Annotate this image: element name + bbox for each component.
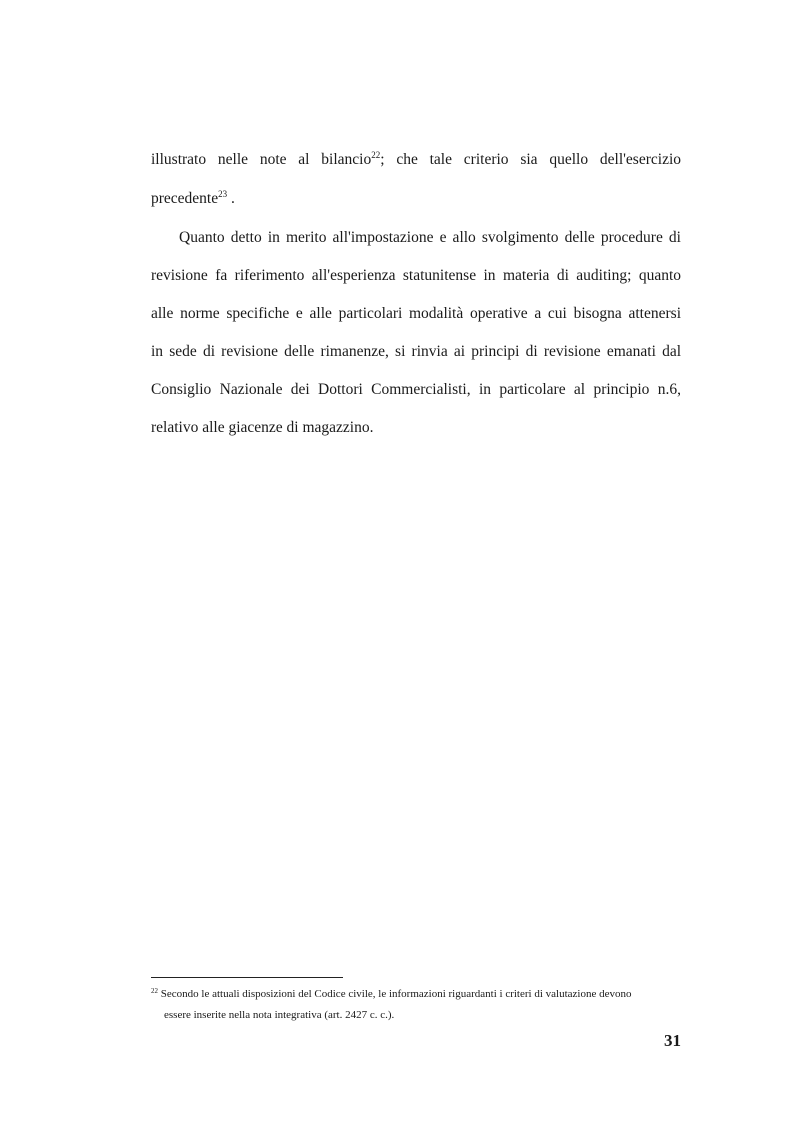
body-line-2: precedente$^{23}$ .: [151, 189, 235, 207]
body-line-5: alle norme specifiche e alle particolari modalità operative a cui bisogna attenersi: [151, 305, 681, 322]
footnote-number: 22: [151, 987, 158, 995]
body-line-8: relativo alle giacenze di magazzino.: [151, 419, 374, 436]
footnote-ref-22[interactable]: 22: [371, 150, 381, 160]
footnote-ref-23[interactable]: 23: [218, 189, 228, 199]
body-line-3: Quanto detto in merito all'impostazione e allo svolgimento delle procedure di: [179, 229, 681, 246]
page-number: 31: [664, 1031, 681, 1050]
footnote-line-1: $^{22}$ Secondo le attuali disposizioni del Codice civile, le informazioni riguardanti i criteri di valutazione devono: [151, 987, 632, 1000]
body-line-4: revisione fa riferimento all'esperienza statunitense in materia di auditing; quanto: [151, 267, 681, 284]
body-line-1: illustrato nelle note al bilancio$^{22}$; che tale criterio sia quello dell'esercizio: [151, 150, 682, 168]
footnote-separator: [151, 977, 343, 978]
body-line-7: Consiglio Nazionale dei Dottori Commercialisti, in particolare al principio n.6,: [151, 381, 681, 398]
footnote-line-2: essere inserite nella nota integrativa (art. 2427 c. c.).: [164, 1009, 395, 1021]
body-line-6: in sede di revisione delle rimanenze, si rinvia ai principi di revisione emanati dal: [151, 343, 681, 360]
